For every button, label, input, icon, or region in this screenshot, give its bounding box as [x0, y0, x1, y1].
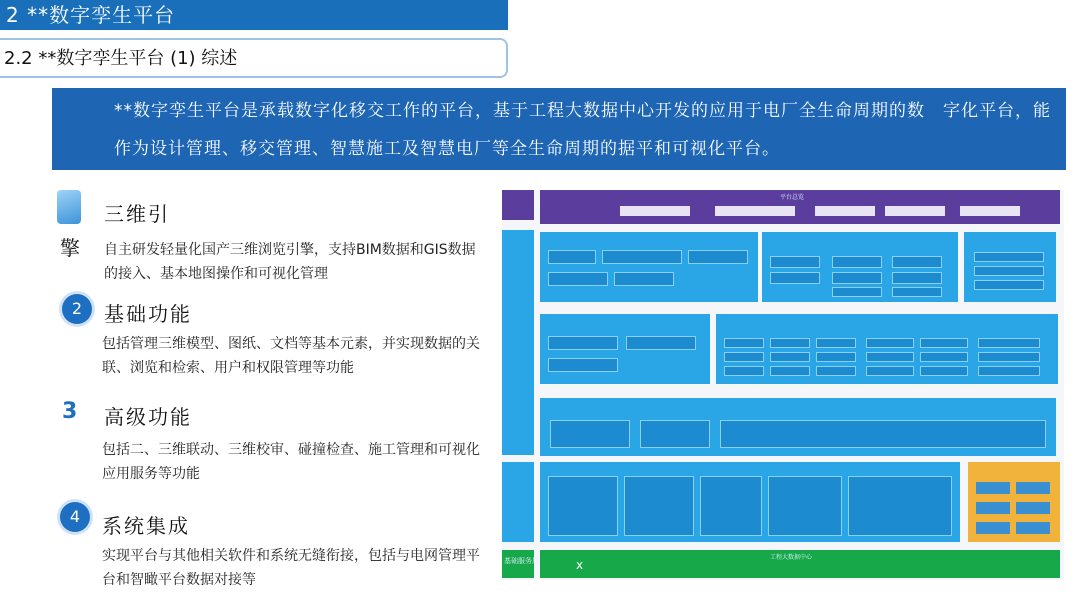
panel-construction-side: [964, 232, 1056, 302]
feature-2-desc: 包括管理三维模型、图纸、文档等基本元素，并实现数据的关联、浏览和检索、用户和权限管理等功能: [102, 336, 480, 376]
number-3-icon: 3: [62, 399, 78, 424]
diagram-side-label: 基础服务层: [504, 557, 539, 565]
diagram-left-top: [502, 190, 534, 220]
feature-1-title: 三维引: [104, 202, 170, 226]
number-4-icon: 4: [60, 502, 90, 532]
panel-construction: [762, 232, 958, 302]
feature-1-desc: 自主研发轻量化国产三维浏览引擎，支持BIM数据和GIS数据的接入、基本地图操作和可视化管理: [104, 242, 476, 282]
architecture-diagram: [502, 190, 1064, 580]
diagram-left-lower: [502, 462, 534, 542]
diagram-left-bottom: [502, 550, 539, 578]
subsection-title: 2.2 **数字孪生平台 (1) 综述: [0, 38, 508, 78]
diagram-bottom-bar: [540, 550, 1060, 578]
section-title: 2 **数字孪生平台: [0, 0, 508, 30]
feature-3-title: 高级功能: [104, 405, 192, 429]
panel-basic-functions: [540, 398, 1056, 456]
feature-4-title: 系统集成: [102, 514, 190, 538]
panel-design: [540, 232, 758, 302]
summary-text: **数字孪生平台是承载数字化移交工作的平台，基于工程大数据中心开发的应用于电厂全生命周期的数 字化平台，能作为设计管理、移交管理、智慧施工及智慧电厂等全生命周期的据平和可视化平台。: [114, 101, 1051, 159]
panel-smart-plant: [716, 314, 1058, 384]
diagram-left-mid: [502, 230, 534, 455]
diagram-top-label: 平台总览: [780, 194, 805, 201]
panel-third-party: [968, 462, 1060, 542]
feature-1-title-cont: 擎: [60, 236, 82, 260]
feature-2-title: 基础功能: [104, 302, 192, 326]
panel-transfer: [540, 314, 710, 384]
diagram-top-bar: [540, 190, 1060, 224]
diagram-mark: x: [576, 558, 584, 572]
summary-box: [52, 88, 1066, 170]
number-2-icon: 2: [62, 294, 92, 324]
cube-icon: [57, 190, 81, 224]
feature-4-desc: 实现平台与其他相关软件和系统无缝衔接，包括与电网管理平台和智瞰平台数据对接等: [102, 548, 480, 588]
panel-data-management: [540, 462, 960, 542]
feature-3-desc: 包括二、三维联动、三维校审、碰撞检查、施工管理和可视化应用服务等功能: [102, 442, 480, 482]
diagram-bottom-label: 工程大数据中心: [770, 554, 813, 561]
